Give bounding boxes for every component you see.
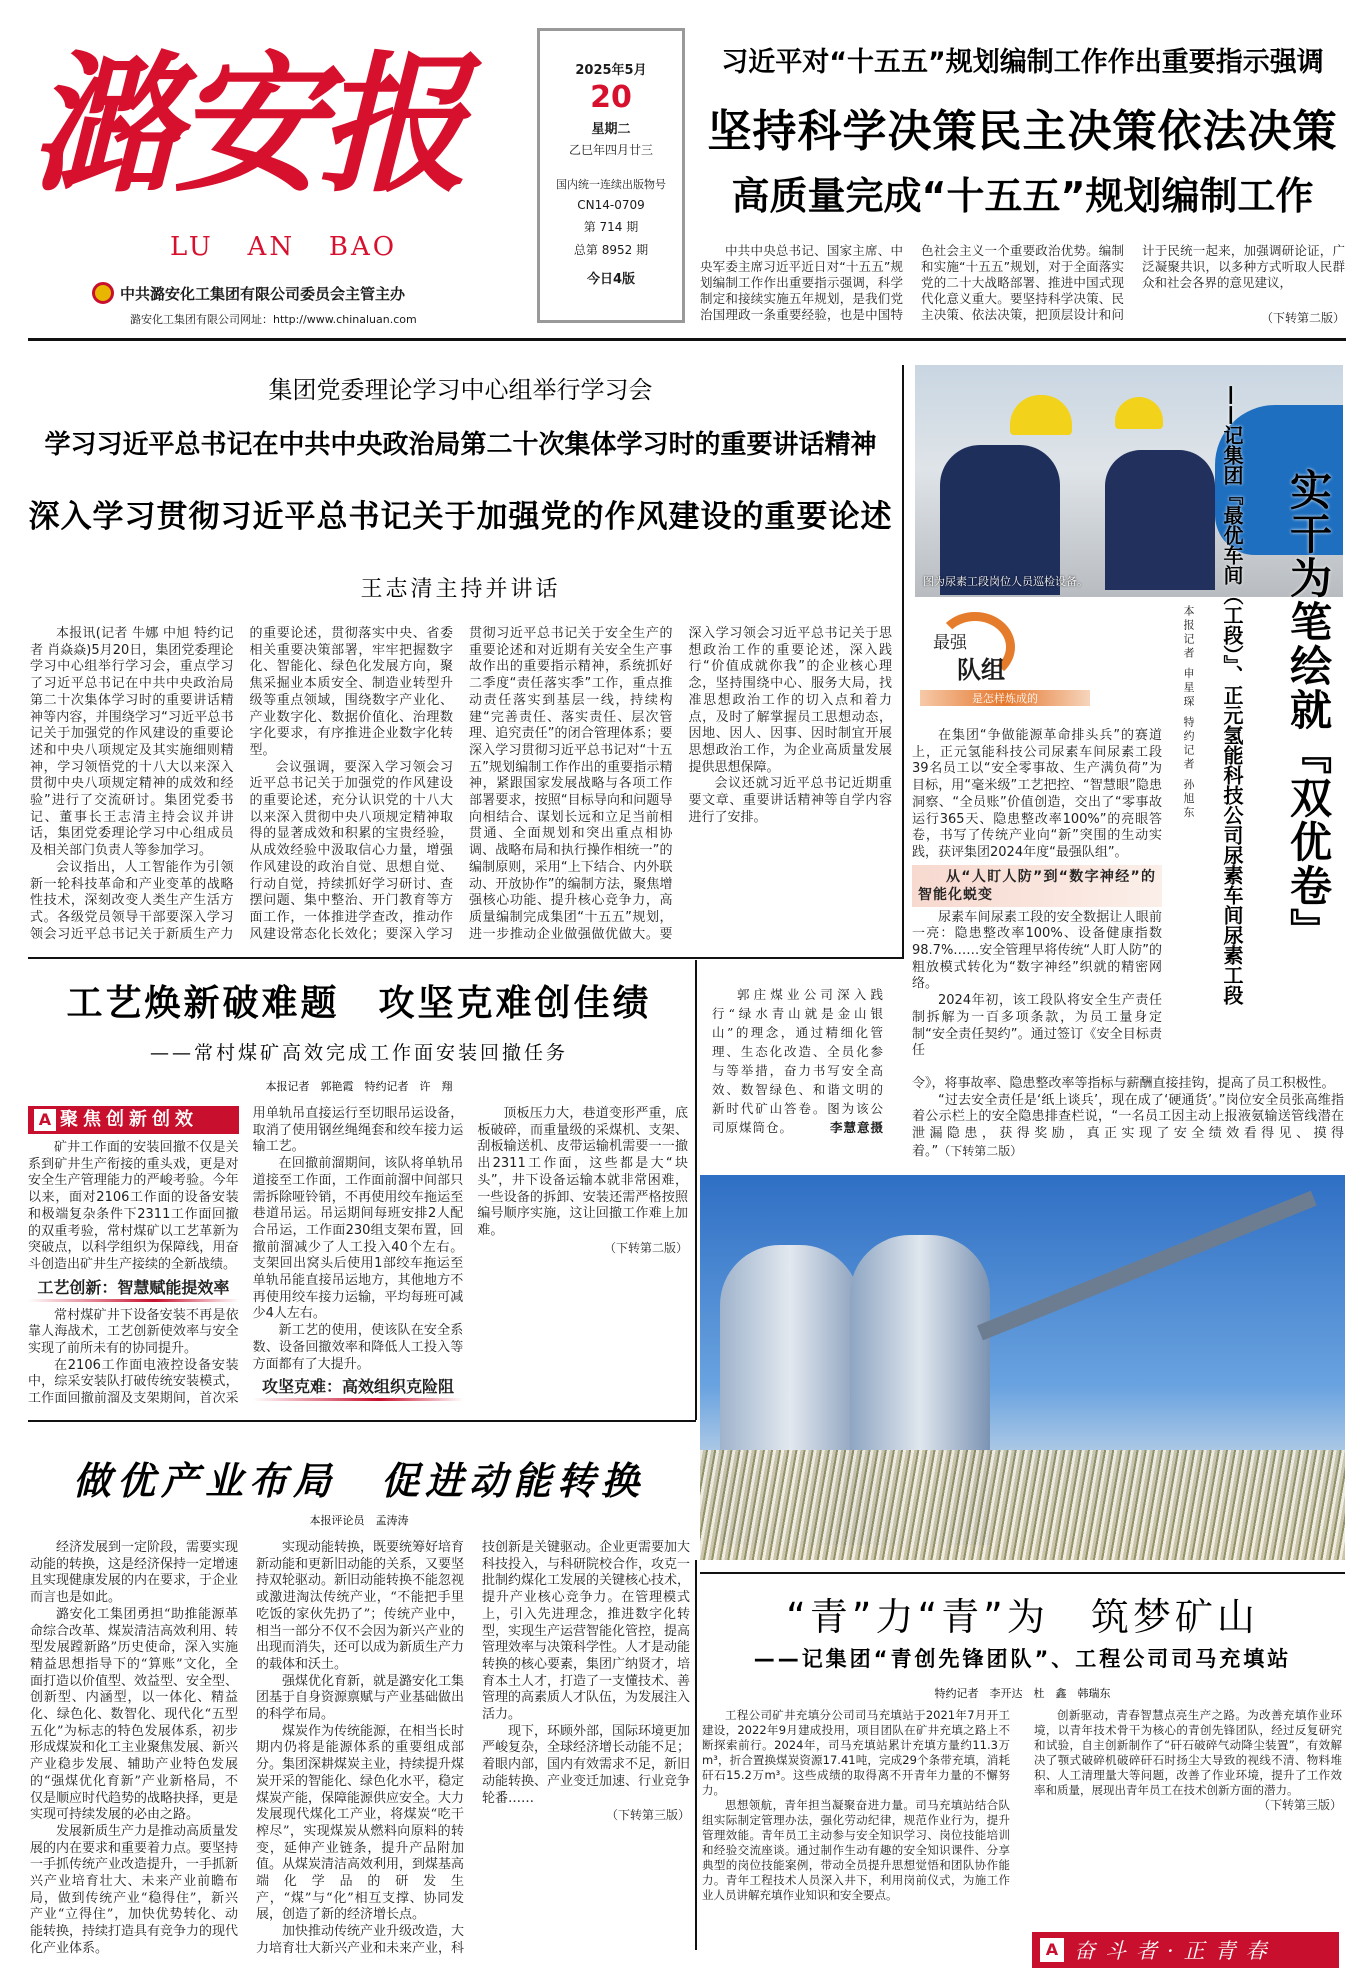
feature-body-wide: 令》，将事故率、隐患整改率等指标与薪酬直接挂钩，提高了员工积极性。 “过去安全责任是‘纸上谈兵’，现在成了‘硬通货’。”岗位安全员张高维指着公示栏上的安全隐患排查栏说，“一名员工因主动上报液氨输送管线潜在泄漏隐患，获得奖励，真正实现了安全绩效看得见、摸得着。”（下转第二版） <box>912 1076 1344 1159</box>
worker-figure <box>1105 450 1215 590</box>
main-headline-2: 深入学习贯彻习近平总书记关于加强党的作风建设的重要论述 <box>28 499 893 535</box>
badge-focus-innovation: A 聚焦创新创效 <box>28 1106 239 1134</box>
main-right-divider <box>902 365 904 957</box>
craft-title: 工艺焕新破难题 攻坚克难创佳绩 <box>66 983 652 1024</box>
craft-subhead-2: 攻坚克难：高效组织克险阻 <box>253 1377 464 1401</box>
main-headline-1: 学习习近平总书记在中共中央政治局第二十次集体学习时的重要讲话精神 <box>44 430 877 460</box>
lead-body: 中共中央总书记、国家主席、中央军委主席习近平近日对“十五五”规划编制工作作出重要指示强调，科学制定和接续实施五年规划，是我们党治国理政一条重要经验，也是中国特色社会主义一个重要政治优势。编制和实施“十五五”规划，对于全面落实党的二十大战略部署、推进中国式现代化意义重大。要坚持科学决策、民主决策、依法决策，把顶层设计和问计于民统一起来，加强调研论证，广泛凝聚共识，以多种方式听取人民群众和社会各界的意见建议， <box>700 243 1345 322</box>
company-logo-icon: A <box>1040 1938 1064 1962</box>
main-body: 本报讯(记者 牛娜 中旭 特约记者 肖焱焱)5月20日，集团党委理论学习中心组举行学习会，重点学习了习近平总书记在中共中央政治局第二十次集体学习时的重要讲话精神等内容，并围绕学习“习近平总书记关于加强党的作风建设的重要论述和中央八项规定及其实施细则精神，学习领悟党的十八大以来深入贯彻中央八项规定精神的成效和经验”进行了交流研讨。集团党委书记、董事长王志清主持会议并讲话，集团党委理论学习中心组成员及相关部门负责人等参加学习。 会议指出，人工智能作为引领新一轮科技革命和产业变革的战略性技术，深刻改变人类生产生活方式。各级党员领导干部要深入学习领会习近平总书记关于新质生产力的重要论述，贯彻落实中央、省委相关重要决策部署，牢牢把握数字化、智能化、绿色化发展方向，聚焦采掘业本质安全、制造业转型升级等重点领域，围绕数字产业化、产业数字化、数据价值化、治理数字化要求，有序推进企业数字化转型。 会议强调，要深入学习领会习近平总书记关于加强党的作风建设的重要论述，充分认识党的十八大以来深入贯彻中央八项规定精神取得的显著成效和积累的宝贵经验，从成效经验中汲取信心力量，增强作风建设的政治自觉、思想自觉、行动自觉，持续抓好学习研讨、查摆问题、集中整治、开门教育等方面工作，一体推进学查改，推动作风建设常态化长效化；要深入学习贯彻习近平总书记关于安全生产的重要论述和对近期有关安全生产事故作出的重要指示精神，系统抓好二季度“责任落实季”工作，重点推动责任落实到基层一线，持续构建“完善责任、落实责任、层次管理、追究责任”的闭合管理体系；要深入学习贯彻习近平总书记对“十五五”规划编制工作作出的重要指示精神，紧跟国家发展战略与各项工作部署要求，按照“目标导向和问题导向相结合、谋划长远和立足当前相贯通、全面规划和突出重点相协调、战略布局和执行操作相统一”的编制原则，采用“上下结合、内外联动、开放协作”的编制方法，聚焦增强核心功能、提升核心竞争力，高质量编制完成集团“十五五”规划，进一步推动企业做强做优做大。要深入学习领会习近平总书记关于思想政治工作的重要论述，深入践行“价值成就你我”的企业核心理念，坚持围绕中心、服务大局，找准思想政治工作的切入点和着力点，及时了解掌握员工思想动态，因地、因人、因事、因时制宜开展思想政治工作，为企业高质量发展提供思想保障。 会议还就习近平总书记近期重要文章、重要讲话精神等自学内容进行了安排。 <box>30 626 892 942</box>
craft-subhead-1: 工艺创新：智慧赋能提效率 <box>28 1278 239 1302</box>
main-kicker: 集团党委理论学习中心组举行学习会 <box>268 376 653 404</box>
website[interactable]: 潞安化工集团有限公司网址：http://www.chinaluan.com <box>130 313 417 326</box>
sponsor-line: 中共潞安化工集团有限公司委员会主管主办 <box>92 282 405 304</box>
commentary-body: 经济发展到一定阶段，需要实现动能的转换，这是经济保持一定增速且实现健康发展的内在要求，于企业而言也是如此。 潞安化工集团勇担“助推能源革命综合改革、煤炭清洁高效利用、转型发展蹚新路”历史使命，深入实施精益思想指导下的“算账”文化，全面打造以价值型、效益型、安全型、创新型、内涵型，以一体化、精益化、绿色化、数智化、现代化“五型五化”为标志的特色发展体系，初步形成煤炭和化工主业聚焦发展、新兴产业稳步发展、辅助产业特色发展的“强煤优化育新”产业新格局，不仅是顺应时代趋势的战略抉择，更是实现可持续发展的必由之路。 发展新质生产力是推动高质量发展的内在要求和重要着力点。要坚持一手抓传统产业改造提升，一手抓新兴产业培育壮大、未来产业前瞻布局，做到传统产业“稳得住”，新兴产业“立得住”，加快优势转化、动能转换，持续打造具有竞争力的现代化产业体系。 实现动能转换，既要统筹好培育新动能和更新旧动能的关系，又要坚持双轮驱动。新旧动能转换不能忽视或激进淘汰传统产业，“不能把手里吃饭的家伙先扔了”；传统产业中，相当一部分不仅不会因为新兴产业的出现而消失，还可以成为新质生产力的载体和沃土。 强煤优化育新，就是潞安化工集团基于自身资源禀赋与产业基础做出的科学布局。 煤炭作为传统能源，在相当长时期内仍将是能源体系的重要组成部分。集团深耕煤炭主业，持续提升煤炭开采的智能化、绿色化水平，稳定煤炭产能，保障能源供应安全。大力发展现代煤化工产业，将煤炭“吃干榨尽”，实现煤炭从燃料向原料的转变，延伸产业链条，提升产品附加值。从煤炭清洁高效利用，到煤基高端化学品的研发生产，“煤”与“化”相互支撑、协同发展，创造了新的经济增长点。 加快推动传统产业升级改造，大力培育壮大新兴产业和未来产业，科技创新是关键驱动。企业更需要加大科技投入，与科研院校合作，攻克一批制约煤化工发展的关键核心技术，提升产业核心竞争力。在管理模式上，引入先进理念，推进数字化转型，实现生产运营智能化管控，提高管理效率与决策科学性。人才是动能转换的核心要素，集团广纳贤才，培育本土人才，打造了一支懂技术、善管理的高素质人才队伍，为发展注入活力。 现下，环顾外部，国际环境更加严峻复杂，全球经济增长动能不足；着眼内部，国内有效需求不足，新旧动能转换、产业变迁加速、行业竞争轮番…… （下转第三版） <box>30 1540 691 1956</box>
commentary-title: 做优产业布局 促进动能转换 <box>72 1458 645 1503</box>
helmet-icon <box>1010 395 1072 435</box>
lead-kicker: 习近平对“十五五”规划编制工作作出重要指示强调 <box>721 47 1324 78</box>
craft-byline: 本报记者 郭艳霞 特约记者 许 翔 <box>265 1080 453 1093</box>
column-logo-strongest-team: 最强 队组 是怎样炼成的 <box>915 612 1095 712</box>
feature-title: 实干为笔绘就『双优卷』 <box>1284 468 1333 952</box>
youth-title: “青”力“青”为 筑梦矿山 <box>786 1595 1259 1639</box>
silo-photo-caption: 郭庄煤业公司深入践行“绿水青山就是金山银山”的理念，通过精细化管理、生态化改造、全员化参与等举措，奋力书写安全高效、数智绿色、和谐文明的新时代矿山答卷。图为该公司原煤筒仓。 李慧意摄 <box>712 987 884 1135</box>
youth-body: 工程公司矿井充填分公司司马充填站于2021年7月开工建设，2022年9月建成投用，项目团队在矿井充填之路上不断探索前行。2024年，司马充填站累计充填方量约11.3万m³，折合置换煤炭资源17.41吨，完成29个条带充填，消耗矸石15.2万m³。这些成绩的取得离不开青年力量的不懈努力。 思想领航，青年担当凝聚奋进力量。司马充填站结合队组实际制定管理办法，强化劳动纪律，规范作业行为，提升管理效能。青年员工主动参与安全知识学习、岗位技能培训和经验交流座谈。通过制作生动有趣的安全知识课件、分享典型的岗位技能案例，带动全员提升思想觉悟和团队协作能力。青年工程技术人员深入井下，利用岗前仪式，为施工作业人员讲解充填作业知识和安全要点。 创新驱动，青春智慧点亮生产之路。为改善充填作业环境，以青年技术骨干为核心的青创先锋团队，经过反复研究和试验，自主创新制作了“矸石破碎气动降尘装置”，有效解决了颚式破碎机破碎矸石时扬尘大导致的视线不清、物料堆积、人工清理量大等问题，改善了作业环境，提升了工作效率和质量，展现出青年员工在技术创新方面的潜力。 （下转第三版） <box>702 1708 1342 1902</box>
lead-continued[interactable]: （下转第二版） <box>1200 310 1345 326</box>
lead-headline-2: 高质量完成“十五五”规划编制工作 <box>731 174 1314 218</box>
craft-subtitle: ——常村煤矿高效完成工作面安装回撤任务 <box>149 1042 568 1064</box>
masthead-pinyin: LU AN BAO <box>170 232 398 262</box>
craft-bottom-divider <box>28 1420 696 1422</box>
helmet-icon <box>1115 397 1163 429</box>
conveyor <box>977 1191 1317 1341</box>
masthead-divider <box>28 338 1346 341</box>
feature-byline: 本报记者 申星琛 特约记者 孙旭东 <box>1182 605 1195 821</box>
youth-subtitle: ——记集团“青创先锋团队”、工程公司司马充填站 <box>753 1647 1292 1671</box>
craft-right-divider <box>695 960 697 1420</box>
main-bottom-divider <box>28 957 904 959</box>
main-subtitle: 王志清主持并讲话 <box>360 577 561 602</box>
masthead-logo: 潞安报 <box>30 37 463 213</box>
feature-subtitle: ——记集团『最优车间（工段）』、正元氢能科技公司尿素车间尿素工段 <box>1220 385 1244 1005</box>
feature-body-narrow: 在集团“争做能源革命排头兵”的赛道上，正元氢能科技公司尿素车间尿素工段39名员工以“安全零事故、生产满负荷”为目标，用“毫米级”工艺把控、“智慧眼”隐患洞察、“全员账”价值创造，交出了“零事故运行365天、隐患整改率100%”的亮眼答卷，书写了传统产业向“新”突围的生动实践，获评集团2024年度“最强队组”。 从“人盯人防”到“数字神经”的智能化蜕变 尿素车间尿素工段的安全数据让人眼前一亮：隐患整改率100%、设备健康指数98.7%……安全管理早将传统“人盯人防”的粗放模式转化为“数字神经”织就的精密网络。 2024年初，该工段队将安全生产责任制拆解为一百多项条款，为员工量身定制“安全责任契约”。通过签订《安全目标责任 <box>912 728 1162 1059</box>
reeds <box>700 1450 1345 1560</box>
youth-column-banner: A 奋斗者·正青春 <box>1032 1932 1339 1968</box>
commentary-byline: 本报评论员 孟涛涛 <box>309 1514 409 1527</box>
feature-subhead: 从“人盯人防”到“数字神经”的智能化蜕变 <box>912 865 1162 907</box>
silo-photo <box>700 1175 1345 1560</box>
date-box: 2025年5月 20 星期二 乙巳年四月廿三 国内统一连续出版物号 CN14-0709 第 714 期 总第 8952 期 今日4版 <box>537 28 685 323</box>
craft-body: A 聚焦创新创效 矿井工作面的安装回撤不仅是关系到矿井生产衔接的重头戏，更是对安全生产管理能力的严峻考验。今年以来，面对2106工作面的设备安装和极端复杂条件下2311工作面回撤的双重考验，常村煤矿以工艺革新为突破点，以科学组织为保障线，用奋斗创造出矿井生产接续的全新战绩。 工艺创新：智慧赋能提效率 常村煤矿井下设备安装不再是依靠人海战术，工艺创新使效率与安全实现了前所未有的协同提升。 在2106工作面电液控设备安装中，综采安装队打破传统安装模式，工作面回撤前溜及支架期间，首次采用单轨吊直接运行至切眼吊运设备，取消了使用钢丝绳绳套和绞车接力运输工艺。 在回撤前溜期间，该队将单轨吊道接至工作面，工作面前溜中间部只需拆除哑铃销，不再使用绞车拖运至巷道吊运。吊运期间每班安排2人配合吊运，工作面230组支架布置，回撤前溜减少了人工投入40个左右。支架回出窝头后使用1部绞车拖运至单轨吊能直接吊运地方，其他地方不再使用绞车接力运输，平均每班可减少4人左右。 新工艺的使用，使该队在安全系数、设备回撤效率和降低人工投入等方面都有了大提升。 攻坚克难：高效组织克险阻 顶板压力大，巷道变形严重，底板破碎，而重量级的采煤机、支架、刮板输送机、皮带运输机需要一一撤出2311工作面，这些都是大“块头”，井下设备运输本就非常困难，一些设备的拆卸、安装还需严格按照编号顺序实施，这让回撤工作难上加难。 （下转第二版） <box>28 1106 688 1407</box>
feature-photo: 图为尿素工段岗位人员巡检设备。 <box>915 365 1343 597</box>
youth-byline: 特约记者 李开达 杜 鑫 韩瑞东 <box>934 1687 1111 1700</box>
company-logo-icon: A <box>34 1109 56 1131</box>
commentary-right-divider <box>695 1560 697 1950</box>
youth-top-divider <box>700 1572 1345 1574</box>
group-emblem-icon <box>92 282 114 304</box>
lead-headline-1: 坚持科学决策民主决策依法决策 <box>707 106 1338 157</box>
